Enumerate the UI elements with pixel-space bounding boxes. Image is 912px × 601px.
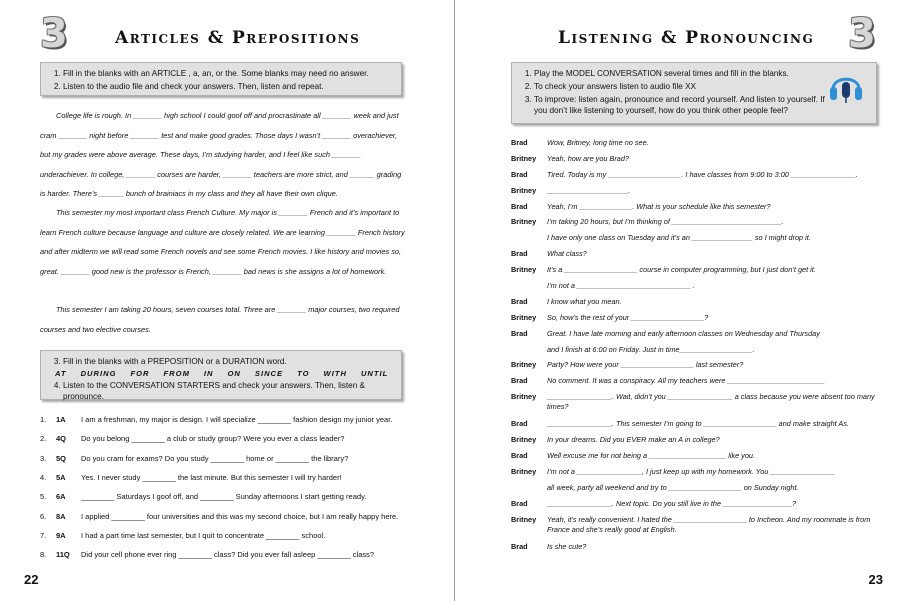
right-page bbox=[456, 0, 911, 601]
question-row: 6. 8A I applied ________ four universities and this was my second choice, but I am really happy here. bbox=[40, 511, 399, 521]
conversation-line: Britney So, how’s the rest of your __________________? bbox=[511, 312, 709, 322]
instructions-box bbox=[40, 62, 402, 96]
word-bank-item: WITH bbox=[323, 369, 347, 378]
conversation-line: Brad Great. I have late morning and early afternoon classes on Wednesday and Thursday bbox=[511, 328, 820, 338]
instruction-item: 2. Listen to the audio file and check your answers. Then, listen and repeat. bbox=[63, 81, 401, 92]
question-row: 5. 6A ________ Saturdays I goof off, and ________ Sunday afternoons I start getting ready. bbox=[40, 492, 367, 502]
word-bank-item: FOR bbox=[130, 369, 150, 378]
conversation-line: and I finish at 6:00 on Friday. Just in time__________________. bbox=[547, 344, 755, 354]
word-bank-item: ON bbox=[227, 369, 241, 378]
conversation-line: Brad Wow, Britney, long time no see. bbox=[511, 138, 649, 147]
conversation-line: Brad I know what you mean. bbox=[511, 296, 622, 306]
instruction-item: 2. To check your answers listen to audio file XX bbox=[534, 81, 826, 92]
conversation-line: Brad ________________. This semester I’m going to __________________ and make straight As. bbox=[511, 419, 849, 429]
conversation-line: Britney Yeah, it’s really convenient. I hated the __________________ to Incheon. And my roommate is from France and she’s really good at English. bbox=[511, 514, 871, 534]
question-row: 4. 5A Yes. I never study ________ the last minute. But this semester I will try harder! bbox=[40, 473, 342, 483]
instruction-item: 1. Play the MODEL CONVERSATION several times and fill in the blanks. bbox=[534, 68, 826, 79]
conversation-line: Brad ________________. Next topic. Do you still live in the _________________? bbox=[511, 498, 797, 508]
conversation-line: Brad No comment. It was a conspiracy. All my teachers were ________________________ bbox=[511, 376, 825, 386]
instruction-item: 3. To improve: listen again, pronounce and record yourself. And listen to yourself. If you don’t like listening to yourself, how do you think other people feel? bbox=[534, 94, 826, 116]
conversation-line: Brad Is she cute? bbox=[511, 541, 587, 551]
instruction-item: 4. Listen to the CONVERSATION STARTERS and check your answers. Then, listen & pronounce. bbox=[63, 380, 401, 402]
conversation-line: Britney I’m taking 20 hours, but I’m thinking of ___________________________. bbox=[511, 217, 784, 227]
reading-paragraph: This semester I am taking 20 hours, seven courses total. Three are _______ major courses, two required courses and two elective courses. bbox=[40, 305, 400, 334]
conversation-line: Brad Tired. Today is my __________________. I have classes from 9:00 to 3:00 ________________. bbox=[511, 169, 858, 179]
conversation-line: Britney Party? How were your __________________ last semester? bbox=[511, 360, 744, 370]
instruction-item: 1. Fill in the blanks with an ARTICLE , a, an, or the. Some blanks may need no answer. bbox=[63, 68, 401, 79]
conversation-line: Britney I’m not a ________________, I just keep up with my homework. You ________________ bbox=[511, 466, 836, 476]
conversation-line: Britney It’s a __________________ course in computer programming, but I just don’t get it. bbox=[511, 265, 816, 275]
question-row: 2. 4Q Do you belong ________ a club or study group? Were you ever a class leader? bbox=[40, 434, 345, 444]
word-bank-item: TO bbox=[297, 369, 310, 378]
conversation-line: Britney ____________________. bbox=[511, 185, 631, 195]
word-bank-item: IN bbox=[203, 369, 214, 378]
question-row: 1. 1A I am a freshman, my major is design. I will specialize ________ fashion design my junior year. bbox=[40, 415, 393, 425]
conversation-line: Britney Yeah, how are you Brad? bbox=[511, 153, 629, 163]
conversation-line: Brad Yeah, I’m _____________. What is your schedule like this semester? bbox=[511, 201, 771, 211]
word-bank-item: UNTIL bbox=[360, 369, 389, 378]
conversation-line: all week, party all weekend and try to __________________ on Sunday night. bbox=[547, 482, 799, 492]
reading-paragraph: This semester my most important class French Culture. My major is _______ French and it’s important to learn French culture because language and culture are closely related. We are learning _______ French history and after midterm we will read some French novels and see some French movies. I like history and movies so, great. _______ good new is the professor is French, _______ bad news is she assigns a lot of homework. bbox=[40, 208, 405, 276]
conversation-line: I’m not a ____________________________ . bbox=[547, 281, 695, 291]
headphones-icon bbox=[828, 67, 864, 107]
conversation-line: I have only one class on Tuesday and it’s an _______________ so I might drop it. bbox=[547, 233, 811, 243]
word-bank-item: SINCE bbox=[254, 369, 284, 378]
word-bank bbox=[41, 369, 401, 378]
word-bank-item: FROM bbox=[163, 369, 190, 378]
question-row: 3. 5Q Do you cram for exams? Do you study ________ home or ________ the library? bbox=[40, 453, 349, 463]
conversation-line: Brad Well excuse me for not being a ___________________ like you. bbox=[511, 451, 755, 461]
page-title: Listening & Pronouncing bbox=[558, 28, 815, 48]
left-page bbox=[0, 0, 455, 601]
chapter-number: 3 bbox=[848, 11, 876, 57]
page-number: 22 bbox=[24, 572, 39, 587]
model-conversation bbox=[511, 136, 886, 555]
question-row: 7. 9A I had a part time last semester, but I quit to concentrate ________ school. bbox=[40, 530, 326, 540]
preposition-instructions-box bbox=[40, 350, 402, 400]
page-number: 23 bbox=[868, 572, 883, 587]
instruction-item: 3. Fill in the blanks with a PREPOSITION or a DURATION word. bbox=[63, 356, 401, 367]
conversation-line: Britney ________________. Wait, didn’t you ________________ a class because you were absent too many times? bbox=[511, 392, 875, 412]
conversation-line: Brad What class? bbox=[511, 249, 587, 259]
chapter-number: 3 bbox=[40, 11, 68, 57]
instructions-box bbox=[511, 62, 877, 124]
word-bank-item: DURING bbox=[80, 369, 117, 378]
conversation-line: Britney In your dreams. Did you EVER make an A in college? bbox=[511, 435, 720, 445]
page-title: Articles & Prepositions bbox=[115, 28, 361, 48]
word-bank-item: AT bbox=[55, 369, 67, 378]
question-list bbox=[40, 410, 410, 564]
question-row: 8. 11Q Did your cell phone ever ring ________ class? Did you ever fall asleep ________ class? bbox=[40, 550, 375, 560]
reading-paragraph: College life is rough. In _______ high school I could goof off and procrastinate all _______ week and just cram _______ night before _______ test and make good grades. Those days I wasn’t _______ overachiever, but my grades were above average. These days, I’m studying harder, and I feel like such _______ underachiever. In college, _______ courses are harder, _______ teachers are more strict, and ______ grading is harder. There’s ______ bunch of brainiacs in my class and they all have their own clique. bbox=[40, 111, 402, 198]
